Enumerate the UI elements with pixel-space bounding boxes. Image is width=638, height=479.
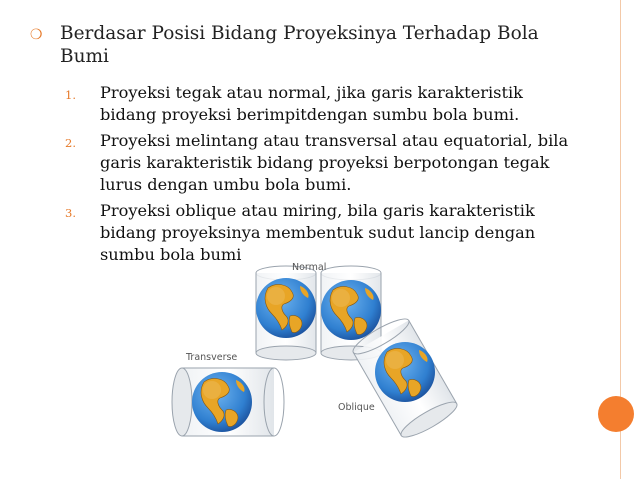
item-number: 1. <box>65 88 76 102</box>
normal-globe-left <box>256 266 316 360</box>
item-text: Proyeksi tegak atau normal, jika garis karakteristik bidang proyeksi berimpitdengan sumbu bola bumi. <box>100 83 523 124</box>
item-text: Proyeksi oblique atau miring, bila garis karakteristik bidang proyeksinya membentuk sudut lancip dengan sumbu bola bumi <box>100 201 536 264</box>
item-number: 2. <box>65 136 76 150</box>
slide-heading: Berdasar Posisi Bidang Proyeksinya Terhadap Bola Bumi <box>60 23 539 67</box>
item-number: 3. <box>65 206 76 220</box>
transverse-globe <box>172 368 284 436</box>
normal-label: Normal <box>292 262 327 273</box>
item-text: Proyeksi melintang atau transversal atau equatorial, bila garis karakteristik bidang proyeksi berpotongan tegak lurus dengan umbu bola bumi. <box>100 131 569 194</box>
accent-circle <box>598 396 634 432</box>
oblique-label: Oblique <box>338 402 375 413</box>
transverse-label: Transverse <box>186 352 238 363</box>
bullet-icon: ❍ <box>30 27 43 43</box>
